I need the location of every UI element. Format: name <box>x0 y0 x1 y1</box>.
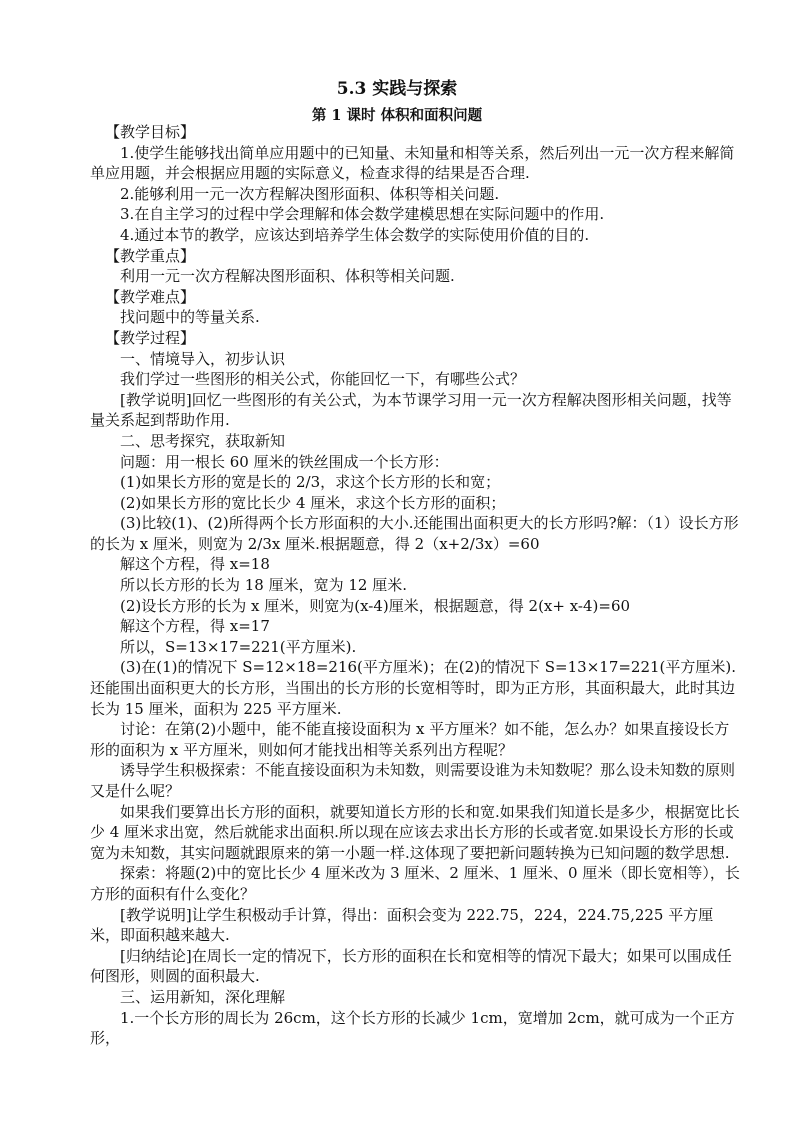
step-2-heading: 二、思考探究，获取新知 <box>120 431 286 450</box>
discussion: 讨论：在第(2)小题中，能不能直接设面积为 x 平方厘米？如不能，怎么办？如果直接设长方形的面积为 x 平方厘米，则如何才能找出相等关系列出方程呢？ <box>90 720 730 759</box>
conclusion: [归纳结论]在周长一定的情况下，长方形的面积在长和宽相等的情况下最大；如果可以围成任何图形，则圆的面积最大. <box>90 946 732 986</box>
document-title: 5.3 实践与探索 <box>336 79 458 99</box>
section-heading-objectives: 【教学目标】 <box>105 123 196 141</box>
objective-3: 3.在自主学习的过程中学会理解和体会数学建模思想在实际问题中的作用. <box>120 205 605 224</box>
objective-1: 1.使学生能够找出简单应用题中的已知量、未知量和相等关系，然后列出一元一次方程来解简单应用题，并会根据应用题的实际意义，检查求得的结果是否合理. <box>90 143 735 183</box>
section-heading-difficulties: 【教学难点】 <box>105 287 196 306</box>
exercise-1: 1.一个长方形的周长为 26cm，这个长方形的长减少 1cm，宽增加 2cm，就可成为一个正方形， <box>90 1008 735 1048</box>
explanation: 如果我们要算出长方形的面积，就要知道长方形的长和宽.如果我们知道长是多少，根据宽比长少 4 厘米求出宽，然后就能求出面积.所以现在应该去求出长方形的长或者宽.如果设长方形的长或宽为未知数，其实问题就跟原来的第一小题一样.这体现了要把新问题转换为已知问题的数学思想. <box>90 802 740 862</box>
problem-statement: 问题：用一根长 60 厘米的铁丝围成一个长方形： <box>120 452 449 471</box>
key-point-text: 利用一元一次方程解决图形面积、体积等相关问题. <box>120 267 455 286</box>
step-3-heading: 三、运用新知，深化理解 <box>120 987 286 1006</box>
problem-part-3-and-solution: (3)比较(1)、(2)所得两个长方形面积的大小.还能围出面积更大的长方形吗?解：（1）设长方形的长为 x 厘米，则宽为 2/3x 厘米.根据题意，得 2（x+2/3x）=60 <box>90 514 739 553</box>
solution-result-1: 所以长方形的长为 18 厘米，宽为 12 厘米. <box>120 576 408 595</box>
intro-question: 我们学过一些图形的相关公式，你能回忆一下，有哪些公式？ <box>120 370 526 389</box>
solution-result-2: 所以，S=13×17=221(平方厘米). <box>120 637 357 656</box>
difficulty-text: 找问题中的等量关系. <box>120 308 260 327</box>
document-body <box>90 122 740 1049</box>
objective-4: 4.通过本节的教学，应该达到培养学生体会数学的实际使用价值的目的. <box>120 225 590 244</box>
guided-exploration: 诱导学生积极探索：不能直接设面积为未知数，则需要设谁为未知数呢？那么设未知数的原则又是什么呢？ <box>90 761 736 800</box>
solution-step: 解这个方程，得 x=18 <box>120 555 270 574</box>
step-1-heading: 一、情境导入，初步认识 <box>120 349 286 368</box>
lesson-subtitle: 第 1 课时 体积和面积问题 <box>311 107 483 124</box>
solution-step-2: 解这个方程，得 x=17 <box>120 617 270 636</box>
objective-2: 2.能够利用一元一次方程解决图形面积、体积等相关问题. <box>120 184 500 203</box>
solution-part-3: (3)在(1)的情况下 S=12×18=216(平方厘米)；在(2)的情况下 S=13×17=221(平方厘米).还能围出面积更大的长方形，当围出的长方形的长宽相等时，即为正方形，其面积最大，此时其边长为 15 厘米，面积为 225 平方厘米. <box>90 658 737 718</box>
problem-part-1: (1)如果长方形的宽是长的 2/3，求这个长方形的长和宽； <box>120 473 501 492</box>
teaching-note-2: [教学说明]让学生积极动手计算，得出：面积会变为 222.75，224，224.75,225 平方厘米，即面积越来越大. <box>90 905 714 945</box>
section-heading-key-points: 【教学重点】 <box>105 246 196 265</box>
solution-part-2: (2)设长方形的长为 x 厘米，则宽为(x-4)厘米，根据题意，得 2(x+ x-4)=60 <box>120 596 631 615</box>
exploration-task: 探索：将题(2)中的宽比长少 4 厘米改为 3 厘米、2 厘米、1 厘米、0 厘米（即长宽相等），长方形的面积有什么变化？ <box>90 864 740 903</box>
teaching-note-1: [教学说明]回忆一些图形的有关公式，为本节课学习用一元一次方程解决图形相关问题，找等量关系起到帮助作用. <box>90 390 732 430</box>
section-heading-process: 【教学过程】 <box>105 328 196 347</box>
problem-part-2: (2)如果长方形的宽比长少 4 厘米，求这个长方形的面积； <box>120 493 506 512</box>
